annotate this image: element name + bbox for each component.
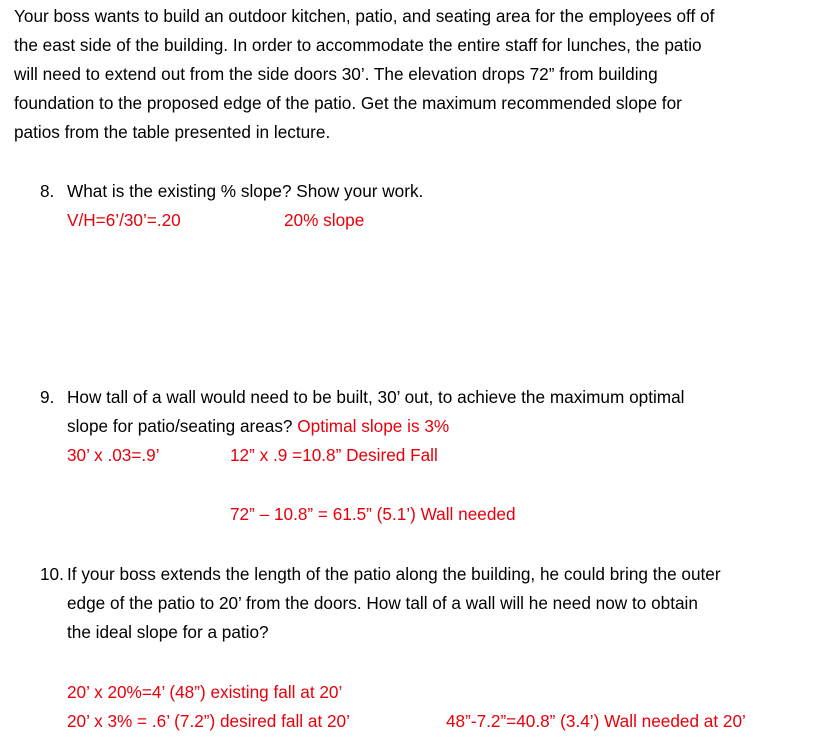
intro-line-2: the east side of the building. In order to accommodate the entire staff for lunches, the patio: [14, 35, 702, 55]
question-9-text-line-2-content: slope for patio/seating areas?: [67, 416, 293, 436]
question-9-answer-calc-2: 12” x .9 =10.8” Desired Fall: [230, 445, 438, 465]
question-9-text-line-2: [67, 415, 449, 437]
intro-line-5: patios from the table presented in lecture.: [14, 122, 331, 142]
question-10-answer-desired: 20’ x 3% = .6’ (7.2”) desired fall at 20’: [67, 711, 350, 731]
question-9-text-line-1: How tall of a wall would need to be built, 30’ out, to achieve the maximum optimal: [67, 387, 685, 407]
question-8-text: What is the existing % slope? Show your work.: [67, 181, 424, 201]
question-9-optimal-slope: Optimal slope is 3%: [297, 416, 450, 436]
intro-line-1: Your boss wants to build an outdoor kitchen, patio, and seating area for the employees off of: [14, 6, 715, 26]
question-10-text-line-2: edge of the patio to 20’ from the doors. How tall of a wall will he need now to obtain: [67, 593, 698, 613]
question-9-answer-wall: 72” – 10.8” = 61.5” (5.1’) Wall needed: [230, 504, 516, 524]
question-9-number: 9.: [40, 387, 55, 407]
question-8-answer-result: 20% slope: [284, 210, 365, 230]
intro-line-4: foundation to the proposed edge of the patio. Get the maximum recommended slope for: [14, 93, 682, 113]
question-10-answer-existing: 20’ x 20%=4’ (48”) existing fall at 20’: [67, 682, 343, 702]
question-10-answer-wall: 48”-7.2”=40.8” (3.4’) Wall needed at 20’: [446, 711, 746, 731]
question-8-answer-calc: V/H=6’/30’=.20: [67, 210, 181, 230]
question-10-text-line-3: the ideal slope for a patio?: [67, 622, 269, 642]
question-8-number: 8.: [40, 181, 55, 201]
question-9-answer-calc-1: 30’ x .03=.9’: [67, 445, 160, 465]
question-10-number: 10.: [40, 564, 64, 584]
question-10-text-line-1: If your boss extends the length of the patio along the building, he could bring the outer: [67, 564, 721, 584]
intro-line-3: will need to extend out from the side doors 30’. The elevation drops 72” from building: [14, 64, 658, 84]
